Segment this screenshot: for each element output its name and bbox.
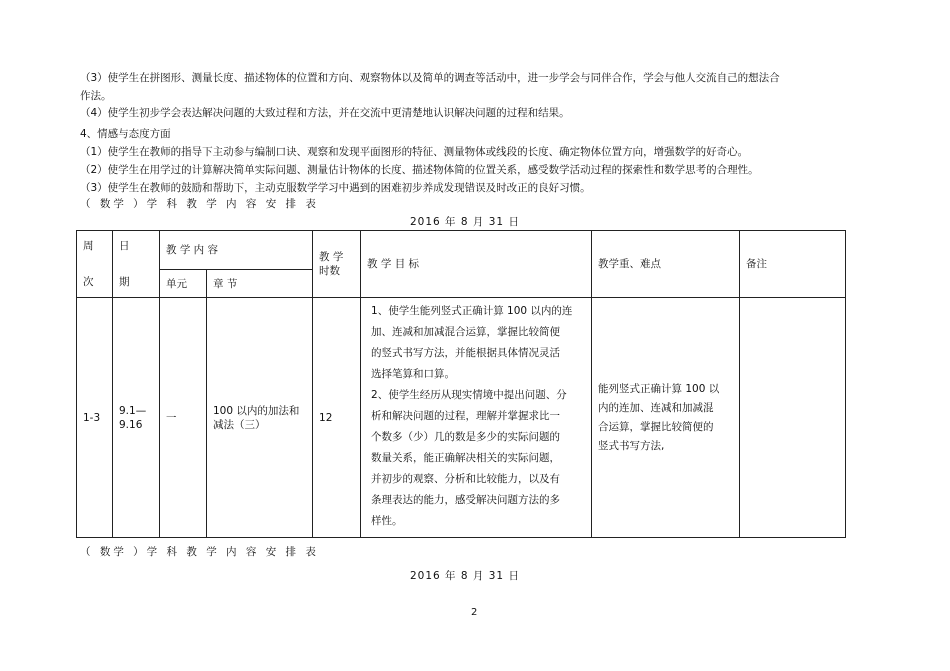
row-date-start: 9.1— xyxy=(119,404,147,417)
section-heading-emotion: 4、情感与态度方面 xyxy=(80,128,171,140)
goal-line: 1、使学生能列竖式正确计算 100 以内的连 xyxy=(371,305,573,317)
row-chapter-line-1: 100 以内的加法和 xyxy=(213,404,300,417)
row-week: 1-3 xyxy=(77,298,113,538)
row-date-end: 9.16 xyxy=(119,418,143,431)
schedule-title: （ 数学 ）学 科 教 学 内 容 安 排 表 xyxy=(80,198,319,210)
goal-line: 个数多（少）几的数是多少的实际问题的 xyxy=(371,431,561,443)
row-remarks xyxy=(740,298,846,538)
header-week-top: 周 xyxy=(83,240,94,252)
row-hours: 12 xyxy=(313,298,361,538)
goal-line: 2、使学生经历从现实情境中提出问题、分 xyxy=(371,389,567,401)
row-goals-cell xyxy=(361,298,592,538)
header-hours-bottom: 时数 xyxy=(319,265,341,277)
row-chapter-cell xyxy=(207,298,313,538)
intro-line-1: （3）使学生在拼图形、测量长度、描述物体的位置和方向、观察物体以及简单的调查等活动中，进一步学会与同伴合作，学会与他人交流自己的想法合 xyxy=(80,72,780,84)
header-week-cell xyxy=(77,231,113,298)
row-date-cell xyxy=(113,298,160,538)
header-content: 教 学 内 容 xyxy=(160,231,313,270)
header-goals: 教 学 目 标 xyxy=(361,231,592,298)
header-key-points: 教学重、难点 xyxy=(592,231,740,298)
goal-line: 数量关系，能正确解决相关的实际问题， xyxy=(371,452,561,464)
intro-line-7: （3）使学生在教师的鼓励和帮助下，主动克服数学学习中遇到的困难初步养成发现错误及时改正的良好习惯。 xyxy=(80,182,591,194)
header-unit: 单元 xyxy=(160,270,207,298)
goal-line: 选择笔算和口算。 xyxy=(371,368,456,380)
header-remarks: 备注 xyxy=(740,231,846,298)
schedule-date-2: 2016 年 8 月 31 日 xyxy=(410,570,520,582)
goal-line: 并初步的观察、分析和比较能力，以及有 xyxy=(371,473,561,485)
intro-line-5: （1）使学生在教师的指导下主动参与编制口诀、观察和发现平面图形的特征、测量物体或线段的长度、确定物体位置方向，增强数学的好奇心。 xyxy=(80,146,749,158)
header-date-bottom: 期 xyxy=(119,276,130,288)
intro-line-2: 作法。 xyxy=(80,90,112,102)
schedule-date: 2016 年 8 月 31 日 xyxy=(410,216,520,228)
page-number: 2 xyxy=(471,607,478,618)
key-point-line: 合运算，掌握比较简便的 xyxy=(598,420,714,433)
intro-line-3: （4）使学生初步学会表达解决问题的大致过程和方法，并在交流中更清楚地认识解决问题的过程和结果。 xyxy=(80,107,570,119)
schedule-table xyxy=(76,230,846,538)
goal-line: 析和解决问题的过程，理解并掌握求比一 xyxy=(371,410,561,422)
goal-line: 样性。 xyxy=(371,515,403,527)
header-date-cell xyxy=(113,231,160,298)
header-date-top: 日 xyxy=(119,240,130,252)
header-week-bottom: 次 xyxy=(83,276,94,288)
row-key-points-cell xyxy=(592,298,740,538)
goal-line: 加、连减和加减混合运算，掌握比较简便 xyxy=(371,326,561,338)
table-row xyxy=(77,298,846,538)
header-hours-cell xyxy=(313,231,361,298)
goal-line: 的竖式书写方法，并能根据具体情况灵活 xyxy=(371,347,561,359)
row-unit: 一 xyxy=(160,298,207,538)
key-point-line: 竖式书写方法, xyxy=(598,439,665,452)
row-chapter-line-2: 减法（三） xyxy=(213,418,266,431)
key-point-line: 内的连加、连减和加减混 xyxy=(598,401,714,414)
header-hours-top: 教 学 xyxy=(319,251,344,263)
goal-line: 条理表达的能力，感受解决问题方法的多 xyxy=(371,494,561,506)
key-point-line: 能列竖式正确计算 100 以 xyxy=(598,382,720,395)
intro-line-6: （2）使学生在用学过的计算解决简单实际问题、测量估计物体的长度、描述物体简的位置关系，感受数学活动过程的探索性和数学思考的合理性。 xyxy=(80,164,759,176)
schedule-title-2: （ 数学 ）学 科 教 学 内 容 安 排 表 xyxy=(80,546,319,558)
header-chapter: 章 节 xyxy=(207,270,313,298)
